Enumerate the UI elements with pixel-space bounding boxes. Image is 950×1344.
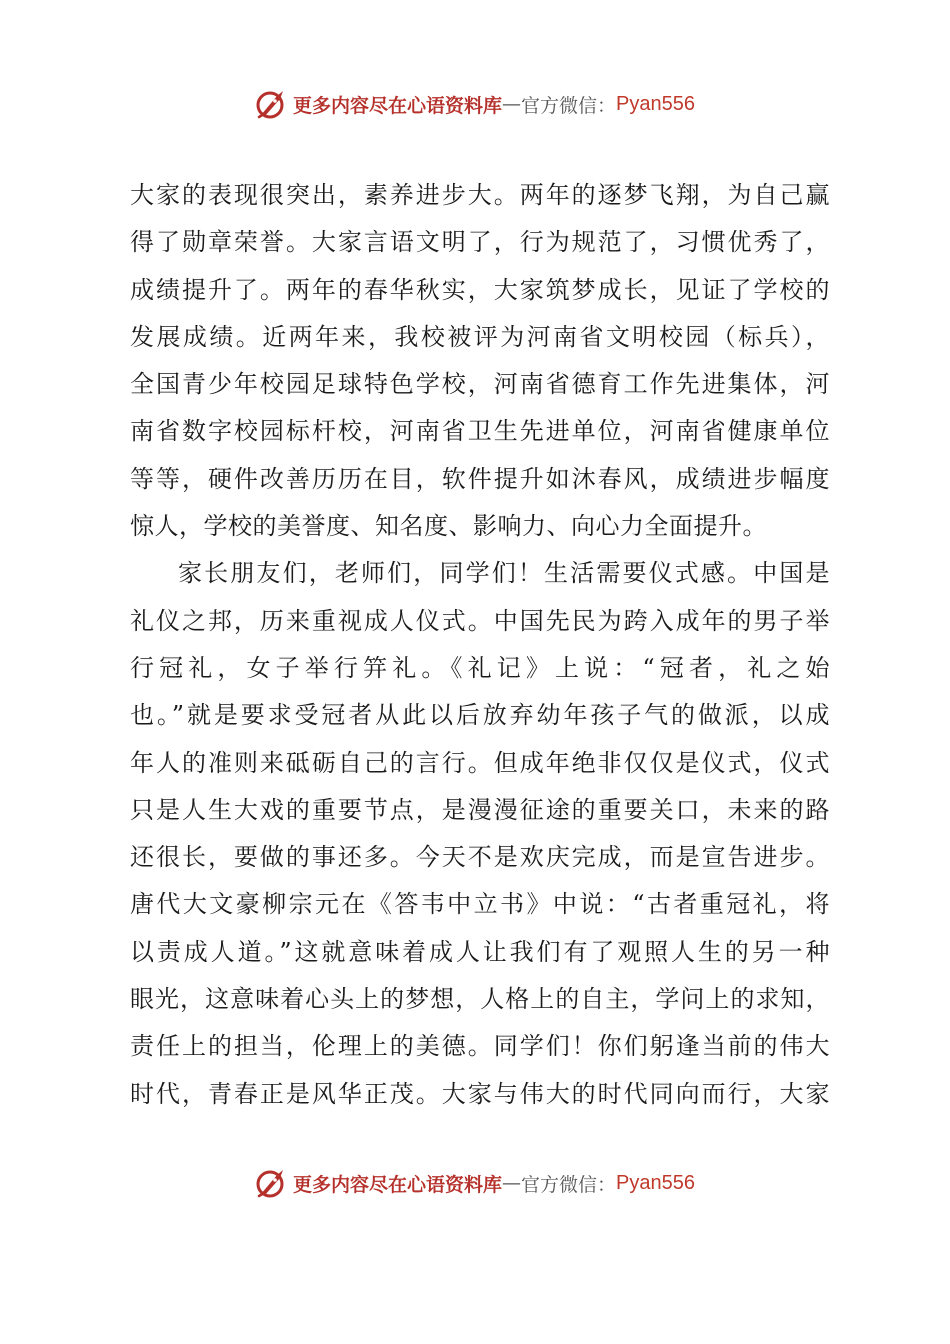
text-line: 礼仪之邦，历来重视成人仪式。中国先民为跨入成年的男子举 bbox=[130, 606, 830, 635]
document-body bbox=[130, 172, 830, 1118]
banner-wechat-id: Pyan556 bbox=[616, 1171, 695, 1194]
paragraph-1 bbox=[130, 172, 830, 550]
text-line: 等等，硬件改善历历在目，软件提升如沐春风，成绩进步幅度 bbox=[130, 464, 830, 493]
text-line: 年人的准则来砥砺自己的言行。但成年绝非仅仅是仪式，仪式 bbox=[130, 748, 830, 777]
banner-wechat-label: 官方微信： bbox=[521, 94, 617, 117]
text-line: 也。”就是要求受冠者从此以后放弃幼年孩子气的做派，以成 bbox=[130, 701, 830, 730]
text-line: 以责成人道。”这就意味着成人让我们有了观照人生的另一种 bbox=[130, 937, 830, 966]
text-line: 责任上的担当，伦理上的美德。同学们！你们躬逢当前的伟大 bbox=[130, 1032, 830, 1061]
text-line: 全国青少年校园足球特色学校，河南省德育工作先进集体，河 bbox=[130, 370, 830, 399]
banner-separator: — bbox=[502, 93, 522, 115]
text-line: 眼光，这意味着心头上的梦想，人格上的自主，学问上的求知， bbox=[130, 985, 830, 1014]
text-line: 得了勋章荣誉。大家言语文明了，行为规范了，习惯优秀了， bbox=[130, 228, 830, 257]
footer-banner bbox=[0, 1163, 950, 1203]
text-line: 只是人生大戏的重要节点，是漫漫征途的重要关口，未来的路 bbox=[130, 795, 830, 824]
banner-brand-text: 更多内容尽在心语资料库 bbox=[293, 94, 503, 117]
text-line: 行冠礼，女子举行笄礼。《礼记》上说：“冠者，礼之始 bbox=[130, 653, 830, 682]
text-line: 成绩提升了。两年的春华秋实，大家筑梦成长，见证了学校的 bbox=[130, 275, 830, 304]
banner-wechat-label: 官方微信： bbox=[521, 1173, 617, 1196]
text-line: 唐代大文豪柳宗元在《答韦中立书》中说：“古者重冠礼，将 bbox=[130, 890, 830, 919]
banner-wechat-id: Pyan556 bbox=[616, 92, 695, 115]
paragraph-2 bbox=[130, 550, 830, 1118]
text-line: 家长朋友们，老师们，同学们！生活需要仪式感。中国是 bbox=[178, 559, 830, 588]
text-line: 大家的表现很突出，素养进步大。两年的逐梦飞翔，为自己赢 bbox=[130, 181, 830, 209]
text-line: 还很长，要做的事还多。今天不是欢庆完成，而是宣告进步。 bbox=[130, 843, 830, 872]
text-line: 南省数字校园标杆校，河南省卫生先进单位，河南省健康单位 bbox=[130, 417, 830, 446]
pen-nib-logo-icon bbox=[255, 1166, 289, 1200]
text-line: 时代，青春正是风华正茂。大家与伟大的时代同向而行，大家 bbox=[130, 1079, 830, 1108]
header-banner bbox=[0, 84, 950, 124]
banner-separator: — bbox=[502, 1172, 522, 1194]
text-line: 惊人，学校的美誉度、知名度、影响力、向心力全面提升。 bbox=[130, 512, 767, 541]
text-line: 发展成绩。近两年来，我校被评为河南省文明校园（标兵）， bbox=[130, 322, 830, 351]
banner-brand-text: 更多内容尽在心语资料库 bbox=[293, 1173, 503, 1196]
pen-nib-logo-icon bbox=[255, 87, 289, 121]
